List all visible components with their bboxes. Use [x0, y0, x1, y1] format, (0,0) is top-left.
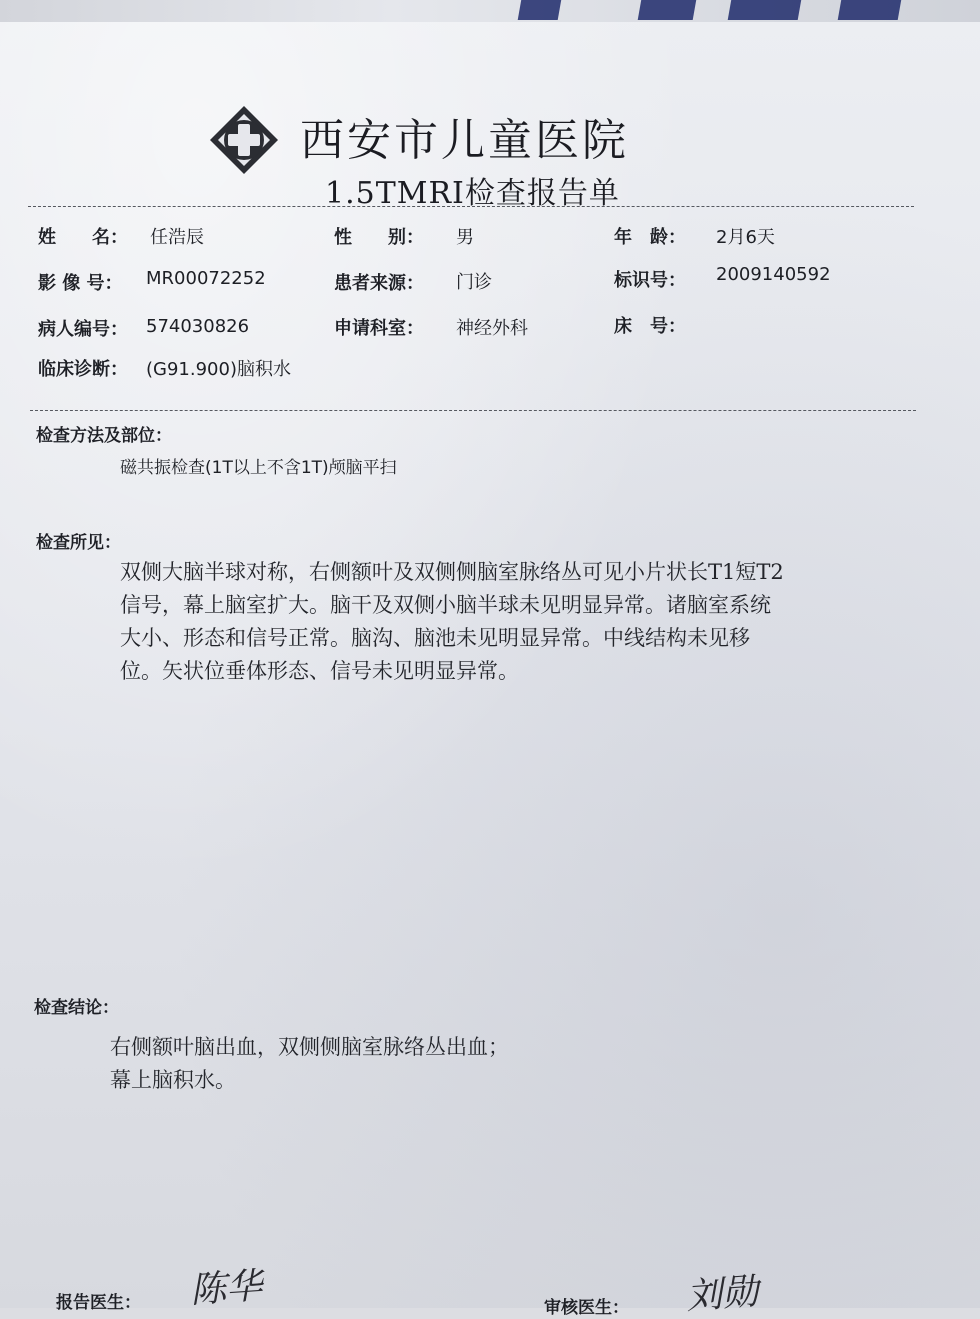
name-label: 姓 名：	[38, 227, 128, 248]
image-no-label: 影 像 号：	[38, 273, 123, 294]
patient-name: 任浩辰	[150, 227, 204, 248]
findings-title: 检查所见：	[36, 533, 121, 553]
background-mark	[518, 0, 563, 20]
conclusion-title: 检查结论：	[34, 998, 119, 1018]
background-mark	[838, 0, 903, 20]
findings-line: 信号，幕上脑室扩大。脑干及双侧小脑半球未见明显异常。诸脑室系统	[120, 593, 771, 617]
gender-label: 性 别：	[334, 227, 424, 248]
findings-text	[120, 556, 900, 688]
divider-line	[28, 206, 914, 207]
background-mark	[728, 0, 803, 20]
patient-age: 2月6天	[716, 227, 775, 248]
hospital-logo-icon	[208, 104, 280, 176]
age-label: 年 龄：	[614, 227, 686, 248]
report-title: 1.5TMRI检查报告单	[325, 176, 620, 211]
background-mark	[638, 0, 698, 20]
conclusion-text	[110, 1031, 890, 1097]
report-doctor-signature: 陈华	[188, 1265, 264, 1312]
clinical-diagnosis: (G91.900)脑积水	[146, 359, 291, 380]
conclusion-line: 幕上脑积水。	[110, 1068, 236, 1092]
findings-line: 大小、形态和信号正常。脑沟、脑池未见明显异常。中线结构未见移	[120, 626, 750, 650]
diagnosis-label: 临床诊断：	[38, 359, 128, 380]
bed-label: 床 号：	[614, 316, 686, 337]
patient-source: 门诊	[456, 272, 492, 293]
hospital-name: 西安市儿童医院	[300, 115, 629, 166]
exam-method: 磁共振检查(1T以上不含1T)颅脑平扫	[120, 458, 397, 478]
patient-id: 2009140592	[716, 264, 831, 285]
findings-line: 双侧大脑半球对称，右侧额叶及双侧侧脑室脉络丛可见小片状长T1短T2	[120, 560, 784, 584]
review-doctor-signature: 刘勋	[684, 1271, 760, 1318]
background-strip	[0, 0, 980, 22]
source-label: 患者来源：	[334, 273, 424, 294]
department-label: 申请科室：	[334, 318, 424, 339]
divider-line	[30, 410, 916, 411]
report-doctor-label: 报告医生：	[56, 1293, 141, 1313]
patient-gender: 男	[456, 227, 474, 248]
department: 神经外科	[456, 318, 528, 339]
review-doctor-label: 审核医生：	[544, 1298, 629, 1318]
method-title: 检查方法及部位：	[36, 426, 172, 446]
image-no: MR00072252	[146, 268, 266, 289]
patient-no: 574030826	[146, 316, 250, 337]
patient-no-label: 病人编号：	[38, 319, 128, 340]
findings-line: 位。矢状位垂体形态、信号未见明显异常。	[120, 659, 519, 683]
conclusion-line: 右侧额叶脑出血，双侧侧脑室脉络丛出血；	[110, 1035, 509, 1059]
id-label: 标识号：	[614, 270, 686, 291]
